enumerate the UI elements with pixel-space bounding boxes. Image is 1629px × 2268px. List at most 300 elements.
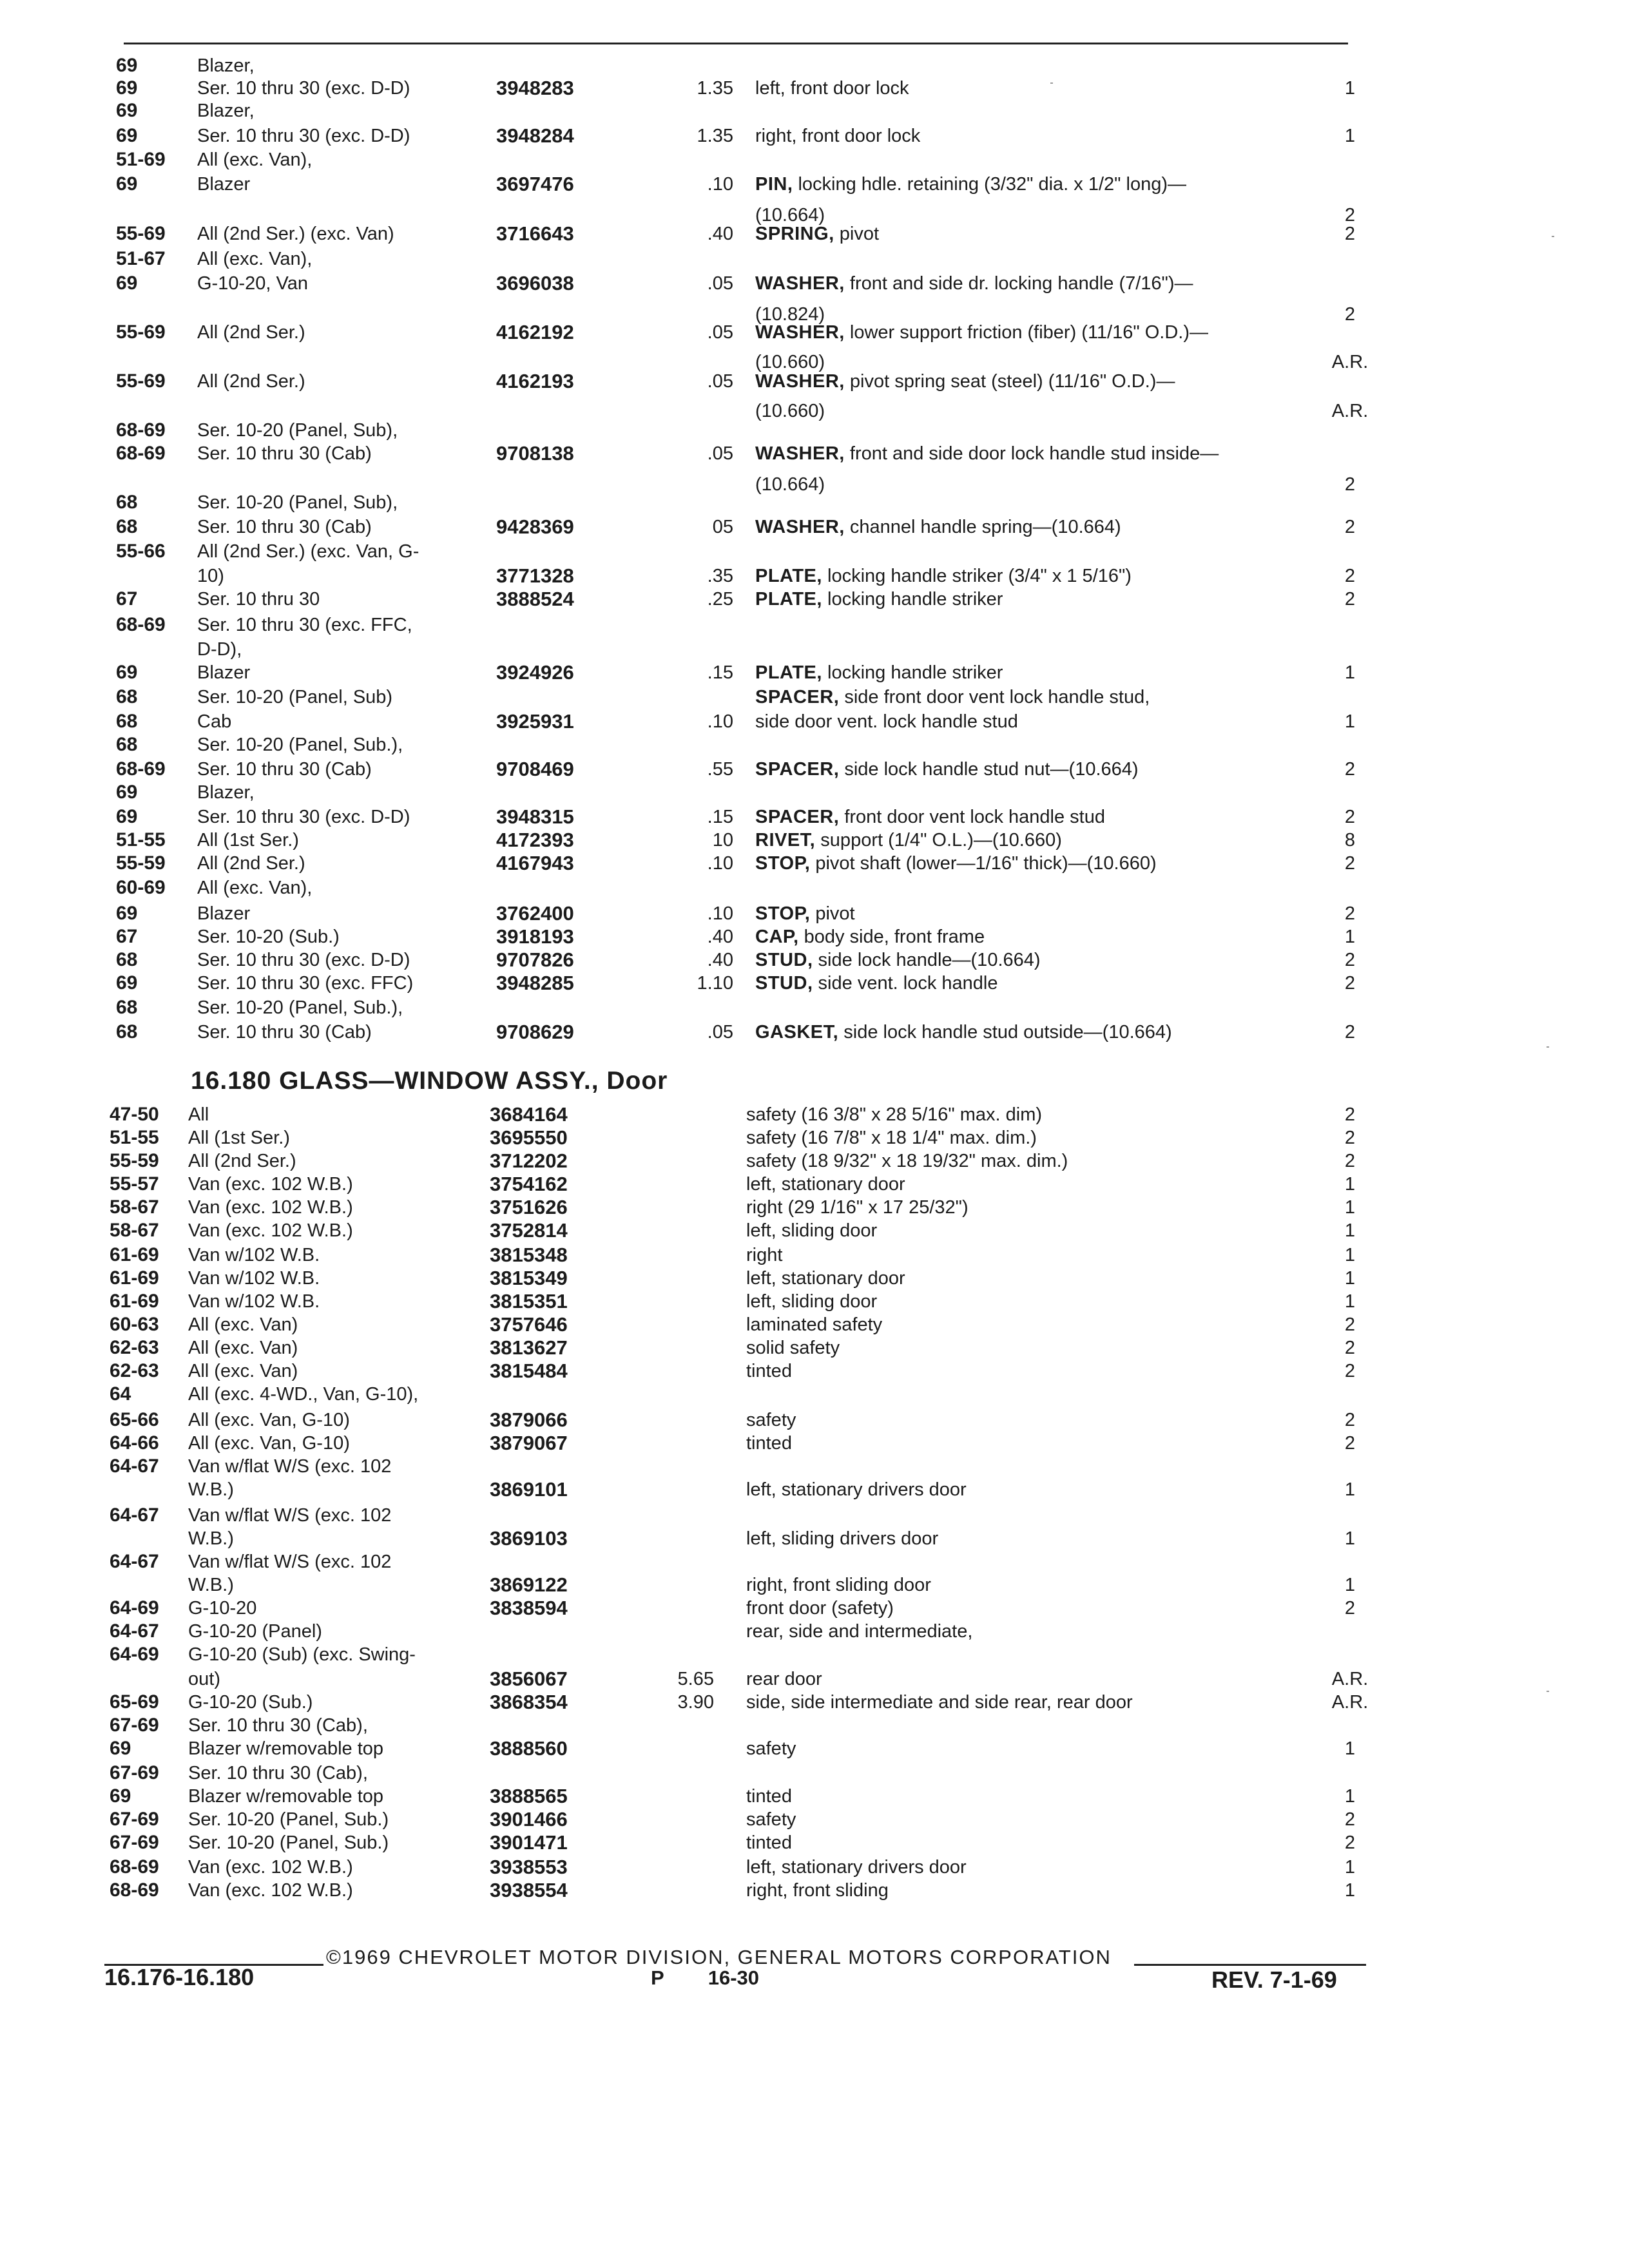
- part-description: [746, 1785, 792, 1808]
- part-number: 3815348: [490, 1244, 568, 1266]
- description-text: right, front sliding door: [746, 1575, 931, 1595]
- model-application: Van (exc. 102 W.B.): [188, 1857, 353, 1878]
- parts-row: [0, 758, 1629, 783]
- part-number: 3762400: [496, 902, 574, 925]
- model-year: 61-69: [110, 1244, 159, 1265]
- model-application: Blazer: [197, 174, 251, 195]
- quantity: 1: [1344, 1245, 1356, 1265]
- model-application: Blazer,: [197, 101, 255, 121]
- quantity: 1: [1344, 1880, 1356, 1901]
- model-application: Van w/flat W/S (exc. 102: [188, 1456, 392, 1477]
- list-price: .55: [707, 759, 733, 780]
- list-price: .05: [707, 322, 733, 343]
- revision-date: REV. 7-1-69: [1211, 1966, 1337, 1993]
- part-name: CAP,: [755, 927, 799, 947]
- part-number: 3771328: [496, 564, 574, 587]
- part-name: SPACER,: [755, 687, 840, 707]
- part-description: [755, 173, 1186, 196]
- model-application: Ser. 10 thru 30: [197, 589, 320, 610]
- model-year: 68: [116, 734, 138, 755]
- quantity: A.R.: [1331, 352, 1369, 372]
- model-year: 68-69: [110, 1856, 159, 1878]
- description-text: safety: [746, 1738, 796, 1759]
- part-name: SPRING,: [755, 224, 834, 244]
- part-description: [755, 925, 985, 948]
- footer-rule-right: [1134, 1964, 1366, 1966]
- description-text: laminated safety: [746, 1314, 883, 1335]
- part-description: [755, 758, 1139, 781]
- model-application: All (2nd Ser.) (exc. Van): [197, 224, 394, 244]
- parts-row: [0, 1597, 1629, 1622]
- list-price: .10: [707, 174, 733, 195]
- list-price: 05: [712, 517, 733, 537]
- model-application: Cab: [197, 711, 232, 732]
- description-text: front door vent lock handle stud: [839, 807, 1105, 827]
- description-text: (10.664): [755, 205, 825, 226]
- list-price: .15: [707, 662, 733, 683]
- model-year: 55-69: [116, 223, 166, 244]
- description-text: side vent. lock handle: [813, 973, 998, 994]
- part-description: [755, 710, 1018, 733]
- list-price: .10: [707, 903, 733, 924]
- part-description: [755, 972, 998, 995]
- parts-row: [0, 1360, 1629, 1385]
- part-description: [755, 948, 1041, 972]
- description-text: rear, side and intermediate,: [746, 1621, 973, 1642]
- parts-row: [0, 1408, 1629, 1434]
- parts-row: [0, 321, 1629, 347]
- model-application: Blazer: [197, 903, 251, 924]
- part-description: [755, 321, 1208, 344]
- part-number: 3815484: [490, 1360, 568, 1382]
- parts-row: [0, 1267, 1629, 1293]
- part-description: [746, 1620, 972, 1643]
- description-text: left, sliding drivers door: [746, 1528, 939, 1549]
- parts-row: [0, 925, 1629, 951]
- parts-row: [0, 148, 1629, 174]
- part-number: 3815349: [490, 1267, 568, 1289]
- section-range: 16.176-16.180: [104, 1964, 255, 1990]
- model-application: Ser. 10 thru 30 (Cab),: [188, 1715, 368, 1736]
- parts-row: [0, 1244, 1629, 1269]
- parts-row: [0, 613, 1629, 639]
- quantity: 2: [1344, 853, 1356, 874]
- part-description: [755, 805, 1105, 829]
- model-year: 69: [116, 173, 138, 195]
- quantity: 2: [1344, 807, 1356, 827]
- parts-row: [0, 686, 1629, 711]
- model-application: Ser. 10-20 (Panel, Sub.),: [197, 735, 403, 755]
- quantity: 1: [1344, 1479, 1356, 1500]
- model-year: 68-69: [116, 443, 166, 464]
- quantity: 1: [1344, 1575, 1356, 1595]
- part-number: 9708138: [496, 442, 574, 465]
- quantity: 2: [1344, 589, 1356, 610]
- part-name: WASHER,: [755, 517, 845, 537]
- model-year: 69: [116, 972, 138, 994]
- model-year: 65-66: [110, 1409, 159, 1430]
- part-number: 3869122: [490, 1573, 568, 1596]
- quantity: 2: [1344, 1338, 1356, 1358]
- parts-row: [0, 1808, 1629, 1834]
- quantity: 1: [1344, 1197, 1356, 1218]
- part-number: 3888565: [490, 1785, 568, 1807]
- model-year: 68: [116, 1021, 138, 1043]
- part-number: 3712202: [490, 1149, 568, 1172]
- model-application: Ser. 10-20 (Panel, Sub.): [188, 1809, 389, 1830]
- model-year: 69: [116, 806, 138, 827]
- part-description: [746, 1244, 782, 1267]
- part-description: [755, 442, 1219, 465]
- quantity: 2: [1344, 759, 1356, 780]
- part-number: 3696038: [496, 272, 574, 294]
- model-application: G-10-20 (Panel): [188, 1621, 322, 1642]
- model-year: 69: [110, 1785, 131, 1807]
- description-text: tinted: [746, 1832, 792, 1853]
- description-text: front and side door lock handle stud inside—: [844, 443, 1219, 464]
- parts-row: [0, 1667, 1629, 1693]
- model-application: Van w/102 W.B.: [188, 1291, 320, 1312]
- model-application: Ser. 10 thru 30 (exc. D-D): [197, 950, 410, 970]
- part-description: [755, 515, 1121, 539]
- quantity: 2: [1344, 903, 1356, 924]
- model-year: 68-69: [116, 419, 166, 441]
- quantity: 2: [1344, 973, 1356, 994]
- part-number: 3869101: [490, 1478, 568, 1501]
- part-description: [746, 1173, 905, 1196]
- scan-speck: [1547, 1046, 1549, 1048]
- part-name: SPACER,: [755, 759, 840, 780]
- description-text: left, sliding door: [746, 1291, 878, 1312]
- model-application: Van (exc. 102 W.B.): [188, 1174, 353, 1195]
- model-application: All: [188, 1104, 209, 1125]
- description-text: lower support friction (fiber) (11/16" O.D.)—: [844, 322, 1208, 343]
- model-application: Van w/flat W/S (exc. 102: [188, 1552, 392, 1572]
- model-year: 67: [116, 588, 138, 610]
- part-name: RIVET,: [755, 830, 816, 850]
- part-number: 3813627: [490, 1336, 568, 1359]
- part-number: 3925931: [496, 710, 574, 733]
- part-number: 3868354: [490, 1691, 568, 1713]
- part-number: 3695550: [490, 1126, 568, 1149]
- model-application: Ser. 10 thru 30 (Cab): [197, 1022, 372, 1043]
- model-application: G-10-20, Van: [197, 273, 308, 294]
- part-name: STOP,: [755, 853, 811, 874]
- part-name: WASHER,: [755, 273, 845, 294]
- parts-row: [0, 1879, 1629, 1905]
- model-year: 58-67: [110, 1196, 159, 1218]
- model-year: 67-69: [110, 1832, 159, 1853]
- model-year: 69: [116, 273, 138, 294]
- part-number: 3948285: [496, 972, 574, 994]
- part-number: 3901471: [490, 1831, 568, 1854]
- part-description: [746, 1219, 877, 1242]
- list-price: .40: [707, 950, 733, 970]
- list-price: .25: [707, 589, 733, 610]
- model-year: 68-69: [110, 1879, 159, 1901]
- model-application: Van w/102 W.B.: [188, 1245, 320, 1265]
- part-description: [746, 1267, 905, 1290]
- part-description: [746, 1290, 877, 1313]
- parts-row: [0, 1737, 1629, 1763]
- model-year: 67-69: [110, 1715, 159, 1736]
- parts-row: [0, 1383, 1629, 1408]
- part-description: [746, 1432, 792, 1455]
- description-text: left, front door lock: [755, 78, 909, 99]
- model-year: 51-55: [110, 1127, 159, 1148]
- description-text: safety (16 7/8" x 18 1/4" max. dim.): [746, 1128, 1037, 1148]
- quantity: 2: [1344, 304, 1356, 325]
- list-price: .40: [707, 224, 733, 244]
- model-year: 64-66: [110, 1432, 159, 1454]
- model-year: 55-66: [116, 541, 166, 562]
- model-application: All (exc. Van, G-10): [188, 1433, 350, 1454]
- model-year: 51-69: [116, 149, 166, 170]
- quantity: 1: [1344, 1174, 1356, 1195]
- quantity: 2: [1344, 950, 1356, 970]
- parts-row: [0, 1856, 1629, 1881]
- part-number: 3948284: [496, 124, 574, 147]
- model-year: 67: [116, 926, 138, 947]
- part-number: 3938554: [490, 1879, 568, 1901]
- model-application: Van w/102 W.B.: [188, 1268, 320, 1289]
- quantity: 2: [1344, 1433, 1356, 1454]
- model-application: G-10-20 (Sub.): [188, 1692, 313, 1713]
- model-application: All (exc. Van),: [197, 878, 313, 898]
- quantity: 1: [1344, 1857, 1356, 1878]
- list-price: .10: [707, 711, 733, 732]
- part-description: [746, 1597, 894, 1620]
- model-year: 58-67: [110, 1220, 159, 1241]
- quantity: 1: [1344, 78, 1356, 99]
- part-number: 9428369: [496, 515, 574, 538]
- description-text: side door vent. lock handle stud: [755, 711, 1018, 732]
- part-description: [755, 564, 1132, 588]
- parts-row: [0, 661, 1629, 687]
- part-name: SPACER,: [755, 807, 840, 827]
- quantity: 1: [1344, 662, 1356, 683]
- list-price: 1.35: [697, 126, 733, 146]
- description-text: side lock handle stud outside—(10.664): [838, 1022, 1172, 1043]
- list-price: .05: [707, 443, 733, 464]
- model-application: All (exc. Van),: [197, 249, 313, 269]
- description-text: side lock handle—(10.664): [813, 950, 1041, 970]
- description-text: safety: [746, 1410, 796, 1430]
- part-number: 3879066: [490, 1408, 568, 1431]
- part-number: 3716643: [496, 222, 574, 245]
- part-description: [746, 1360, 792, 1383]
- part-description: [746, 1808, 796, 1831]
- part-name: PIN,: [755, 174, 793, 195]
- description-text: solid safety: [746, 1338, 840, 1358]
- parts-row: [0, 540, 1629, 566]
- description-text: side, side intermediate and side rear, rear door: [746, 1692, 1133, 1713]
- model-application: All (exc. 4-WD., Van, G-10),: [188, 1384, 419, 1405]
- description-text: rear door: [746, 1669, 822, 1689]
- description-text: side front door vent lock handle stud,: [839, 687, 1150, 707]
- model-application: Ser. 10-20 (Sub.): [197, 927, 340, 947]
- parts-row: [0, 1762, 1629, 1787]
- model-year: 64-67: [110, 1504, 159, 1526]
- parts-row: [0, 419, 1629, 445]
- copyright-line: ©1969 CHEVROLET MOTOR DIVISION, GENERAL MOTORS CORPORATION: [326, 1946, 1112, 1968]
- part-number: 9707826: [496, 948, 574, 971]
- model-year: 69: [116, 782, 138, 803]
- quantity: 2: [1344, 205, 1356, 226]
- description-text: (10.824): [755, 304, 825, 325]
- part-name: STOP,: [755, 903, 811, 924]
- quantity: 1: [1344, 1528, 1356, 1549]
- description-text: tinted: [746, 1433, 792, 1454]
- model-year: 67-69: [110, 1809, 159, 1830]
- model-application: Ser. 10-20 (Panel, Sub.),: [197, 997, 403, 1018]
- parts-row: [0, 902, 1629, 928]
- model-year: 55-59: [110, 1150, 159, 1171]
- part-name: WASHER,: [755, 371, 845, 392]
- quantity: A.R.: [1331, 401, 1369, 421]
- model-application: Blazer,: [197, 55, 255, 76]
- quantity: 2: [1344, 1832, 1356, 1853]
- description-text: right, front sliding: [746, 1880, 889, 1901]
- parts-row: [0, 515, 1629, 541]
- parts-row: [0, 99, 1629, 125]
- parts-row: [0, 948, 1629, 974]
- quantity: 8: [1344, 830, 1356, 850]
- list-price: 3.90: [677, 1692, 714, 1713]
- model-year: 51-55: [116, 829, 166, 850]
- parts-row: [0, 1620, 1629, 1646]
- model-application: Ser. 10 thru 30 (exc. D-D): [197, 126, 410, 146]
- quantity: 2: [1344, 1314, 1356, 1335]
- section-title: 16.180 GLASS—WINDOW ASSY., Door: [191, 1067, 668, 1095]
- model-application: W.B.): [188, 1528, 234, 1549]
- parts-row: [0, 1527, 1629, 1553]
- model-application: Ser. 10 thru 30 (exc. FFC,: [197, 615, 412, 635]
- parts-row: [0, 1313, 1629, 1339]
- model-application: All (1st Ser.): [197, 830, 299, 850]
- parts-row: [0, 124, 1629, 150]
- part-number: 3948283: [496, 77, 574, 99]
- description-text: right (29 1/16" x 17 25/32"): [746, 1197, 969, 1218]
- part-description: [746, 1149, 1068, 1173]
- parts-row: [0, 247, 1629, 273]
- list-price: .35: [707, 566, 733, 586]
- parts-row: [0, 1336, 1629, 1362]
- parts-row: [0, 491, 1629, 517]
- quantity: 2: [1344, 1410, 1356, 1430]
- part-description: [746, 1336, 840, 1360]
- description-text: front door (safety): [746, 1598, 894, 1619]
- list-price: .15: [707, 807, 733, 827]
- parts-row: [0, 972, 1629, 997]
- model-application: All (2nd Ser.): [188, 1151, 296, 1171]
- model-year: 64-67: [110, 1620, 159, 1642]
- quantity: 2: [1344, 224, 1356, 244]
- quantity: 1: [1344, 126, 1356, 146]
- description-text: body side, front frame: [798, 927, 985, 947]
- parts-row: [0, 222, 1629, 248]
- description-text: locking handle striker: [822, 662, 1003, 683]
- model-year: 69: [116, 662, 138, 683]
- parts-row: [0, 876, 1629, 902]
- model-application: 10): [197, 566, 224, 586]
- parts-row: [0, 1173, 1629, 1198]
- model-year: 55-59: [116, 852, 166, 874]
- model-application: All (exc. Van): [188, 1338, 298, 1358]
- part-description: [746, 1126, 1037, 1149]
- parts-row: [0, 781, 1629, 807]
- model-application: Ser. 10 thru 30 (Cab): [197, 759, 372, 780]
- part-number: 3751626: [490, 1196, 568, 1218]
- model-application: All (2nd Ser.): [197, 853, 305, 874]
- description-text: tinted: [746, 1786, 792, 1807]
- model-year: 55-57: [110, 1173, 159, 1195]
- part-description: [755, 661, 1003, 684]
- part-number: 3938553: [490, 1856, 568, 1878]
- part-description: [746, 1856, 967, 1879]
- model-year: 55-69: [116, 370, 166, 392]
- part-number: 3869103: [490, 1527, 568, 1550]
- model-application: All (exc. Van, G-10): [188, 1410, 350, 1430]
- part-name: WASHER,: [755, 322, 845, 343]
- part-number: 4162192: [496, 321, 574, 343]
- model-application: Ser. 10-20 (Panel, Sub.): [188, 1832, 389, 1853]
- description-text: (10.660): [755, 401, 825, 421]
- part-description: [746, 1691, 1133, 1714]
- part-description: [746, 1831, 792, 1854]
- model-application: G-10-20 (Sub) (exc. Swing-: [188, 1644, 416, 1665]
- model-year: 64-67: [110, 1551, 159, 1572]
- part-description: [755, 902, 855, 925]
- model-application: Blazer w/removable top: [188, 1738, 384, 1759]
- description-text: front and side dr. locking handle (7/16")—: [844, 273, 1193, 294]
- quantity: 1: [1344, 1268, 1356, 1289]
- description-text: left, stationary door: [746, 1268, 905, 1289]
- list-price: 1.10: [697, 973, 733, 994]
- part-number: 4167943: [496, 852, 574, 874]
- description-text: channel handle spring—(10.664): [844, 517, 1121, 537]
- part-description: [755, 77, 909, 100]
- model-application: D-D),: [197, 639, 242, 660]
- quantity: 1: [1344, 1786, 1356, 1807]
- model-year: 64-69: [110, 1644, 159, 1665]
- parts-row: [0, 1196, 1629, 1222]
- model-year: 68: [116, 711, 138, 732]
- description-text: locking handle striker (3/4" x 1 5/16"): [822, 566, 1132, 586]
- part-description: [755, 588, 1003, 611]
- quantity: 2: [1344, 1151, 1356, 1171]
- model-year: 68-69: [116, 614, 166, 635]
- parts-row: [0, 1103, 1629, 1129]
- quantity: 1: [1344, 1220, 1356, 1241]
- part-number: 3697476: [496, 173, 574, 195]
- quantity: 1: [1344, 1291, 1356, 1312]
- parts-row: [0, 370, 1629, 396]
- list-price: .40: [707, 927, 733, 947]
- part-name: PLATE,: [755, 589, 822, 610]
- description-text: pivot: [810, 903, 855, 924]
- description-text: right: [746, 1245, 783, 1265]
- part-description: [746, 1313, 882, 1336]
- part-description: [755, 370, 1175, 393]
- model-application: Van (exc. 102 W.B.): [188, 1880, 353, 1901]
- part-description: [755, 222, 879, 245]
- description-text: safety (18 9/32" x 18 19/32" max. dim.): [746, 1151, 1068, 1171]
- part-number: 3856067: [490, 1667, 568, 1690]
- part-number: 3948315: [496, 805, 574, 828]
- model-year: 68: [116, 949, 138, 970]
- quantity: 2: [1344, 1809, 1356, 1830]
